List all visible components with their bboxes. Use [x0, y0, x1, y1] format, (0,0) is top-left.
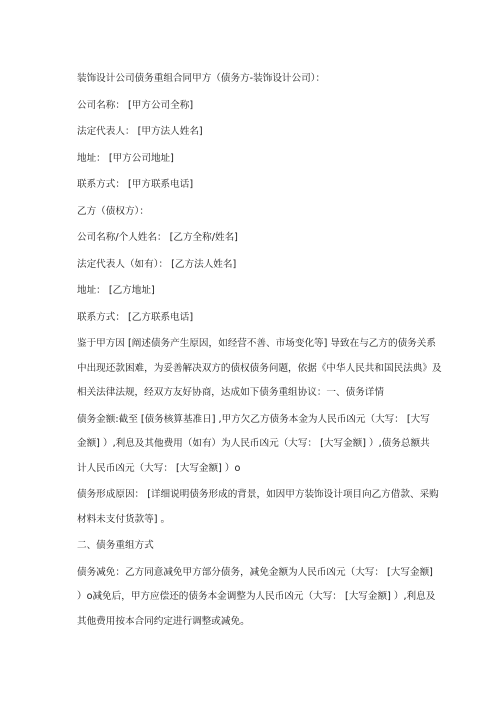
party-a-address: 地址： [甲方公司地址] — [77, 152, 174, 164]
debt-amount-line: 计人民币凶元（大写： [大写金额] ）o — [77, 462, 241, 474]
debt-cause-line: 债务形成原因： [详细说明债务形成的背景，如因甲方装饰设计项目向乙方借款、采购 — [77, 489, 439, 500]
debt-amount-line: 金额] ）,利息及其他费用（如有）为人民币凶元（大写： [大写金额] ）,债务总额共 — [77, 438, 430, 449]
section-2-title: 二、债务重组方式 — [77, 540, 154, 551]
party-a-representative: 法定代表人： [甲方法人姓名] — [77, 126, 203, 137]
debt-reduction-line: 其他费用按本合同约定进行调整或减免。 — [77, 615, 250, 627]
party-b-contact: 联系方式： [乙方联系电话] — [77, 311, 194, 323]
preamble-line: 中出现还款困难，为妥善解决双方的债权债务问题，依据《中华人民共和国民法典》及 — [77, 362, 442, 374]
debt-reduction-line: 债务减免：乙方同意减免甲方部分债务，减免金额为人民币凶元（大写： [大写金额] — [77, 566, 433, 578]
debt-reduction-paragraph — [77, 566, 440, 629]
preamble-line: 相关法律法规，经双方友好协商，达成如下债务重组协议：一、债务详情 — [77, 387, 384, 398]
party-a-company: 公司名称： [甲方公司全称] — [77, 99, 194, 111]
party-b-heading: 乙方（债权方）： — [77, 205, 149, 217]
preamble-paragraph — [77, 337, 440, 400]
debt-cause-line: 材料未支付货款等] 。 — [77, 513, 171, 525]
debt-cause-paragraph — [77, 488, 440, 527]
party-b-representative: 法定代表人（如有）： [乙方法人姓名] — [77, 258, 237, 270]
contract-intro: 装饰设计公司债务重组合同甲方（债务方-装饰设计公司）： — [77, 73, 326, 84]
party-a-contact: 联系方式： [甲方联系电话] — [77, 179, 194, 190]
preamble-line: 鉴于甲方因 [阐述债务产生原因，如经营不善、市场变化等] 导致在与乙方的债务关系 — [77, 338, 436, 349]
debt-amount-line: 债务金额:截至 [债务核算基准日] ,甲方欠乙方债务本金为人民币凶元（大写： [大写 — [77, 413, 430, 425]
debt-amount-paragraph — [77, 413, 440, 476]
party-b-address: 地址： [乙方地址] — [77, 285, 155, 296]
party-b-company: 公司名称/个人姓名： [乙方全称/姓名] — [77, 232, 238, 243]
debt-reduction-line: ）o减免后，甲方应偿还的债务本金调整为人民币凶元（大写： [大写金额] ）,利息及 — [77, 591, 436, 602]
